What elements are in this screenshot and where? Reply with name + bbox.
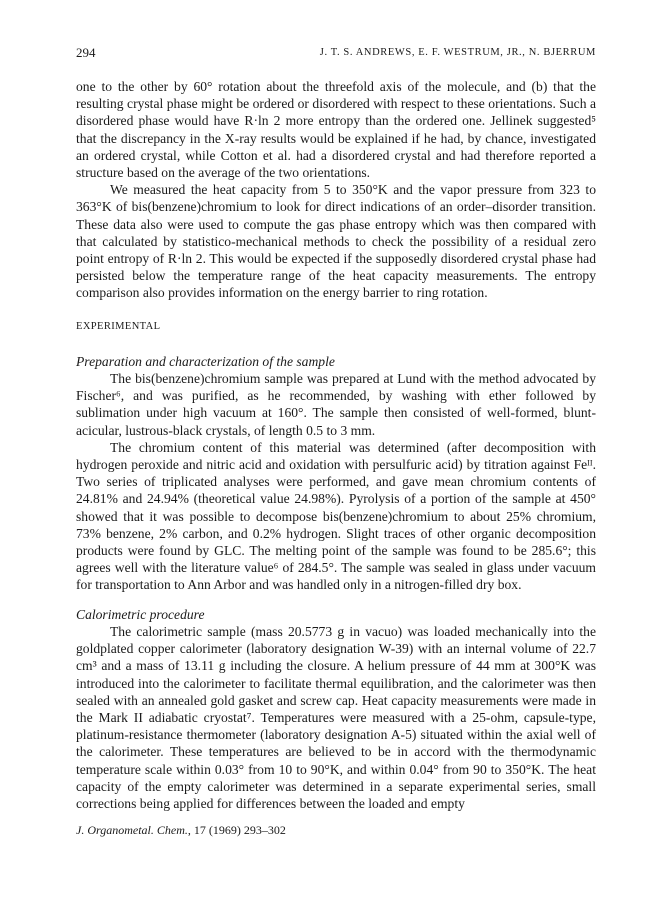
running-header: [76, 44, 596, 62]
running-header-authors: J. T. S. ANDREWS, E. F. WESTRUM, JR., N. BJERRUM: [319, 47, 596, 58]
intro-paragraph-1: one to the other by 60° rotation about the threefold axis of the molecule, and (b) that the resulting crystal phase might be ordered or disordered with respect to these orientations. Such a disordered phase would have R·ln 2 more entropy than the ordered one. Jellinek suggested⁵ that the discrepancy in the X-ray results would be explained if he had, by chance, investigated an ordered crystal, while Cotton et al. had a disordered crystal and had therefore reported a structure based on the average of the two orientations.: [76, 79, 596, 181]
preparation-paragraph-1: The bis(benzene)chromium sample was prepared at Lund with the method advocated by Fischer⁶, and was purified, as he recommended, by washing with ether followed by sublimation under high vacuum at 160°. The sample then consisted of well-formed, blunt-acicular, lustrous-black crystals, of length 0.5 to 3 mm.: [76, 371, 596, 438]
paragraph-gap: [76, 594, 596, 606]
section-heading-experimental: EXPERIMENTAL: [76, 320, 161, 332]
journal-name: J. Organometal. Chem.: [76, 823, 188, 837]
article-body: [76, 78, 596, 812]
journal-citation: , 17 (1969) 293–302: [187, 823, 286, 837]
intro-paragraph-2: We measured the heat capacity from 5 to 350°K and the vapor pressure from 323 to 363°K of bis(benzene)chromium to look for direct indications of an order–disorder transition. These data also were used to compute the gas phase entropy which was then compared with that calculated by statistico-mechanical methods to check the possibility of a residual zero point entropy of R·ln 2. This would be expected if the supposedly disordered crystal phase had persisted below the temperature range of the heat capacity measurements. The entropy comparison also provides information on the energy barrier to ring rotation.: [76, 182, 596, 301]
calorimetric-paragraph-1: The calorimetric sample (mass 20.5773 g in vacuo) was loaded mechanically into the goldplated copper calorimeter (laboratory designation W-39) with an internal volume of 22.7 cm³ and a mass of 13.11 g including the closure. A helium pressure of 44 mm at 300°K was introduced into the calorimeter to facilitate thermal equilibration, and the calorimeter was then sealed with an annealed gold gasket and screw cap. Heat capacity measurements were made in the Mark II adiabatic cryostat⁷. Temperatures were measured with a 25-ohm, capsule-type, platinum-resistance thermometer (laboratory designation A-5) situated within the axial well of the calorimeter. These temperatures are believed to be in accord with the thermodynamic temperature scale within 0.03° from 10 to 90°K, and within 0.04° from 90 to 350°K. The heat capacity of the empty calorimeter was determined in a separate experimental series, small corrections being applied for differences between the loaded and empty: [76, 623, 596, 811]
page-number: 294: [76, 45, 96, 60]
subsection-heading-preparation: Preparation and characterization of the sample: [76, 353, 335, 369]
subsection-heading-calorimetric: Calorimetric procedure: [76, 606, 205, 622]
journal-footer: [76, 822, 286, 839]
preparation-paragraph-2: The chromium content of this material was determined (after decomposition with hydrogen peroxide and nitric acid and oxidation with persulfuric acid) by titration against Feᴵᴵ. Two series of triplicated analyses were performed, and gave mean chromium contents of 24.81% and 24.94% (theoretical value 24.98%). Pyrolysis of a portion of the sample at 450° showed that it was possible to decompose bis(benzene)chromium to about 25% chromium, 73% benzene, 2% carbon, and 0.2% hydrogen. Slight traces of other organic decomposition products were found by GLC. The melting point of the sample was found to be 285.6°; this agrees well with the literature value⁶ of 284.5°. The sample was sealed in glass under vacuum for transportation to Ann Arbor and was handled only in a nitrogen-filled dry box.: [76, 439, 596, 593]
